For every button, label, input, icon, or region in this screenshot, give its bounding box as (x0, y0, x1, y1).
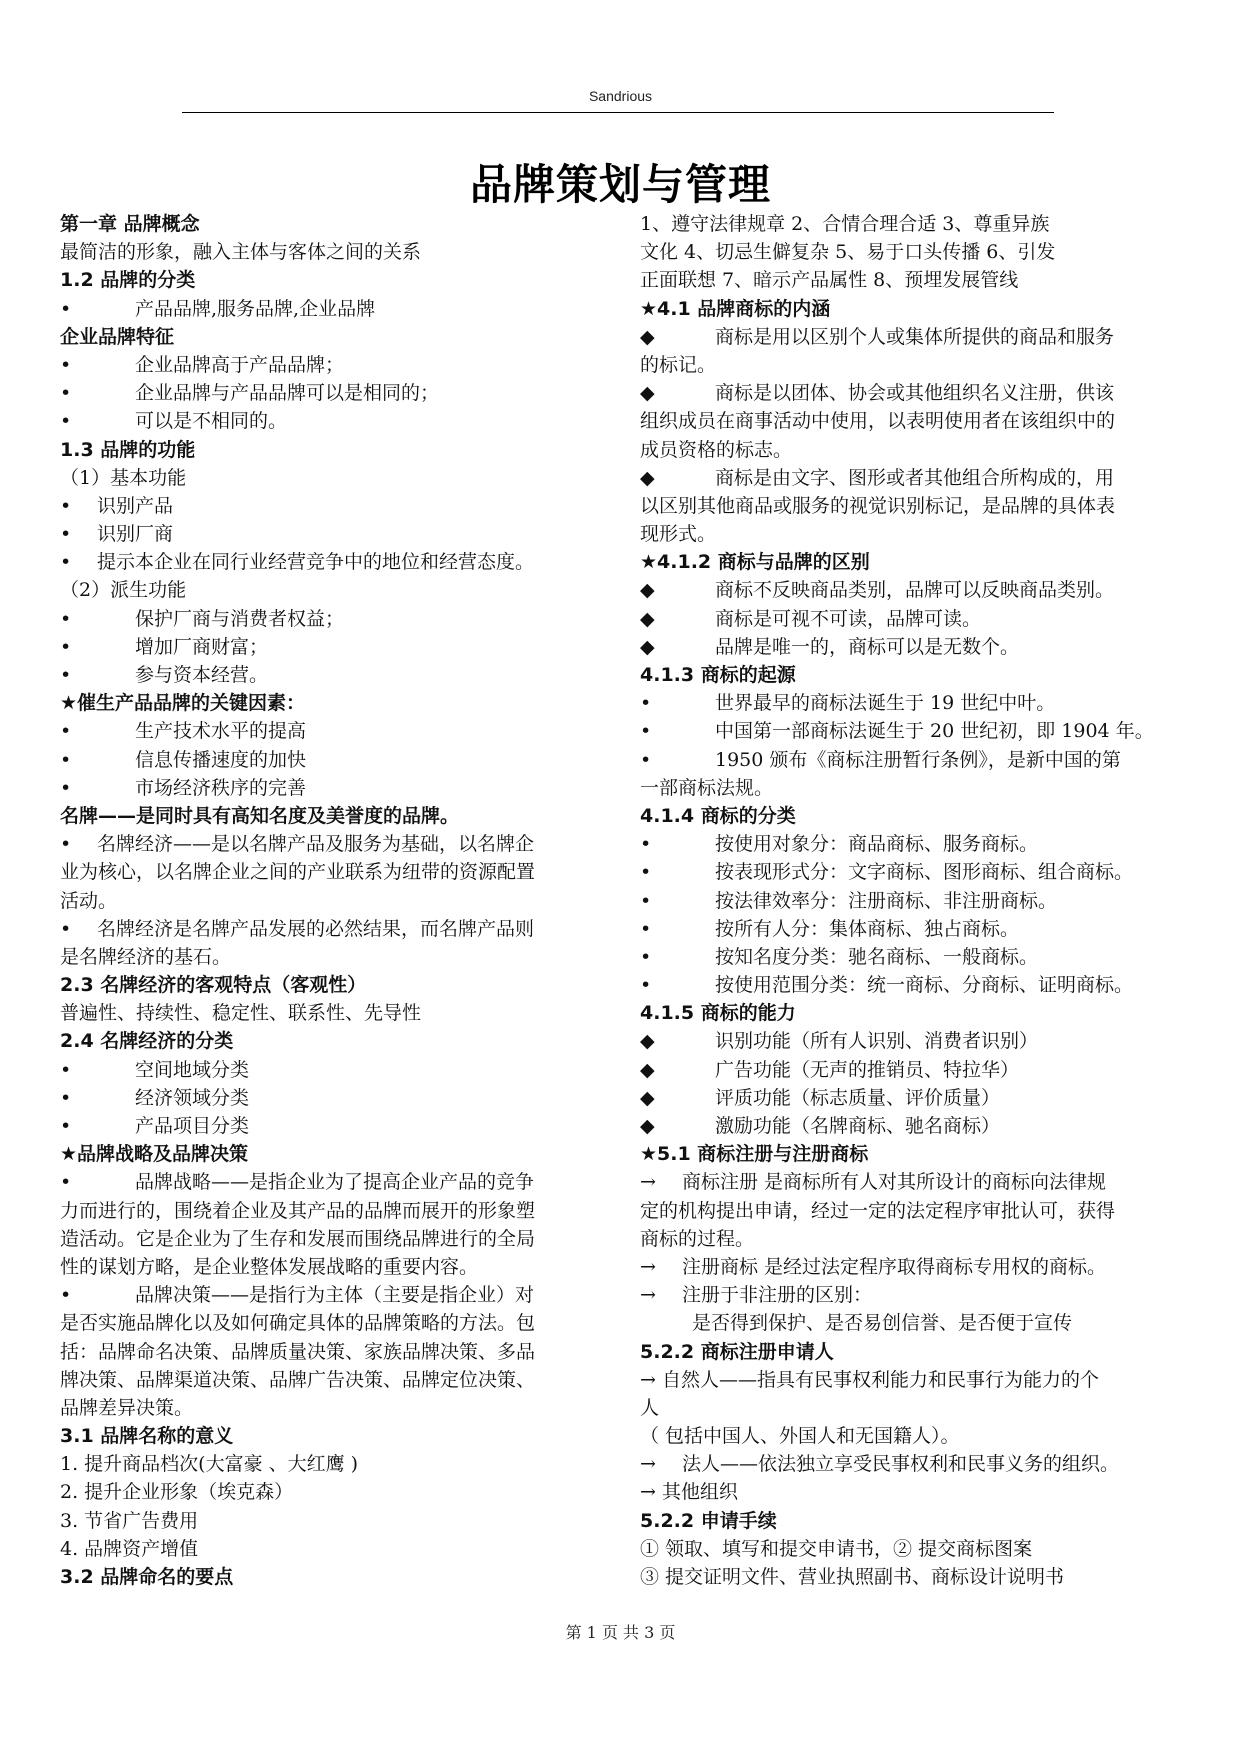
list-item-text: 参与资本经营。 (135, 664, 269, 686)
diamond-bullet-icon: ◆ (640, 635, 655, 658)
text-line: 是否实施品牌化以及如何确定具体的品牌策略的方法。包 (60, 1312, 536, 1335)
list-item (60, 351, 600, 379)
list-item-text: 品牌决策——是指行为主体（主要是指企业）对 (135, 1284, 535, 1307)
text-line: 文化 4、切忌生僻复杂 5、易于口头传播 6、引发 (640, 241, 1056, 264)
list-item-text: 商标是用以区别个人或集体所提供的商品和服务 (715, 325, 1115, 348)
text-line: 的标记。 (640, 353, 717, 376)
text-line: 定的机构提出申请，经过一定的法定程序审批认可，获得 (640, 1199, 1116, 1222)
list-item (640, 830, 1188, 858)
list-item (640, 887, 1188, 915)
bullet-icon: • (60, 917, 72, 940)
list-item (640, 576, 1188, 604)
bullet-icon: • (60, 776, 72, 799)
list-item-text: 品牌战略——是指企业为了提高企业产品的竞争 (135, 1171, 535, 1194)
bullet-icon: • (60, 494, 72, 517)
section-heading: 5.2.2 商标注册申请人 (640, 1340, 834, 1363)
text-line: 是否得到保护、是否易创信誉、是否便于宣传 (692, 1312, 1073, 1335)
list-item (640, 1253, 1188, 1281)
text-line: 性的谋划方略，是企业整体发展战略的重要内容。 (60, 1255, 479, 1278)
left-column (60, 210, 600, 1591)
section-heading: 4.1.4 商标的分类 (640, 804, 796, 827)
bullet-icon: • (60, 1086, 72, 1109)
list-item (640, 858, 1188, 886)
list-item (640, 943, 1188, 971)
list-item (640, 323, 1188, 351)
list-item (60, 633, 600, 661)
text-line: 是名牌经济的基石。 (60, 945, 232, 968)
list-item (640, 717, 1188, 745)
text-line: 1、遵守法律规章 2、合情合理合适 3、尊重异族 (640, 213, 1050, 235)
diamond-bullet-icon: ◆ (640, 1030, 655, 1053)
page-header: Sandrious (588, 88, 653, 104)
section-heading: 3.2 品牌命名的要点 (60, 1566, 234, 1588)
list-item-text: 识别功能（所有人识别、消费者识别） (715, 1030, 1039, 1053)
diamond-bullet-icon: ◆ (640, 579, 655, 602)
list-item-text: 生产技术水平的提高 (135, 720, 307, 743)
text-line: （1）基本功能 (60, 466, 187, 489)
list-item (640, 379, 1188, 407)
list-item-text: 注册商标 是经过法定程序取得商标专用权的商标。 (682, 1255, 1107, 1278)
arrow-bullet-icon: → (640, 1255, 656, 1278)
section-heading: 5.2.2 申请手续 (640, 1509, 777, 1532)
text-line: 2. 提升企业形象（埃克森） (60, 1481, 294, 1504)
list-item (60, 1084, 600, 1112)
header-rule (182, 112, 1054, 113)
bullet-icon: • (60, 607, 72, 630)
list-item (60, 548, 600, 576)
list-item-text: 识别厂商 (97, 523, 174, 546)
page-footer: 第 1 页 共 3 页 (565, 1623, 676, 1642)
list-item-text: 商标是可视不可读，品牌可读。 (715, 607, 982, 630)
bullet-icon: • (60, 1115, 72, 1137)
list-item-text: 空间地域分类 (135, 1058, 250, 1081)
text-line: 3. 节省广告费用 (60, 1509, 199, 1532)
list-item (60, 1112, 600, 1140)
bullet-icon: • (640, 889, 652, 912)
text-line: 以区别其他商品或服务的视觉识别标记，是品牌的具体表 (640, 494, 1116, 517)
list-item-text: 企业品牌与产品品牌可以是相同的； (135, 382, 440, 405)
bullet-icon: • (60, 748, 72, 771)
bullet-icon: • (60, 382, 72, 405)
bullet-icon: • (640, 748, 652, 771)
list-item (60, 1281, 600, 1309)
list-item-text: 市场经济秩序的完善 (135, 776, 307, 799)
text-line: 普遍性、持续性、稳定性、联系性、先导性 (60, 1002, 422, 1025)
bullet-icon: • (60, 1284, 72, 1307)
text-line: 造活动。它是企业为了生存和发展而围绕品牌进行的全局 (60, 1227, 536, 1250)
list-item-text: 按表现形式分：文字商标、图形商标、组合商标。 (715, 861, 1134, 884)
list-item-text: 中国第一部商标法诞生于 20 世纪初，即 1904 年。 (715, 720, 1154, 743)
bullet-icon: • (640, 833, 652, 856)
bullet-icon: • (60, 353, 72, 376)
list-item (60, 1056, 600, 1084)
bullet-icon: • (60, 635, 72, 658)
section-heading: 4.1.5 商标的能力 (640, 1002, 796, 1025)
text-line: 括：品牌命名决策、品牌质量决策、家族品牌决策、多品 (60, 1340, 536, 1363)
list-item-text: 名牌经济——是以名牌产品及服务为基础，以名牌企 (97, 833, 535, 856)
section-heading: 名牌——是同时具有高知名度及美誉度的品牌。 (60, 804, 460, 827)
list-item-text: 1950 颁布《商标注册暂行条例》，是新中国的第 (715, 748, 1121, 771)
list-item (640, 1281, 1188, 1309)
list-item (60, 605, 600, 633)
list-item-text: 信息传播速度的加快 (135, 748, 307, 771)
list-item-text: 激励功能（名牌商标、驰名商标） (715, 1115, 1001, 1137)
list-item-text: 按知名度分类：驰名商标、一般商标。 (715, 945, 1039, 968)
section-heading: 第一章 品牌概念 (60, 213, 200, 235)
text-line: 力而进行的，围绕着企业及其产品的品牌而展开的形象塑 (60, 1199, 536, 1222)
list-item (60, 407, 600, 435)
diamond-bullet-icon: ◆ (640, 607, 655, 630)
section-heading: 2.4 名牌经济的分类 (60, 1030, 234, 1053)
text-line: 最简洁的形象，融入主体与客体之间的关系 (60, 241, 422, 264)
diamond-bullet-icon: ◆ (640, 1058, 655, 1081)
list-item (60, 717, 600, 745)
list-item (60, 774, 600, 802)
list-item (60, 379, 600, 407)
bullet-icon: • (640, 945, 652, 968)
list-item-text: 提示本企业在同行业经营竞争中的地位和经营态度。 (97, 551, 535, 574)
arrow-bullet-icon: → (640, 1284, 656, 1307)
list-item (640, 971, 1188, 999)
section-heading: 4.1.3 商标的起源 (640, 664, 796, 686)
list-item (640, 1056, 1188, 1084)
list-item-text: 评质功能（标志质量、评价质量） (715, 1086, 1001, 1109)
list-item (640, 1168, 1188, 1196)
arrow-bullet-icon: → (640, 1171, 656, 1194)
bullet-icon: • (60, 410, 72, 433)
text-line: （ 包括中国人、外国人和无国籍人）。 (640, 1425, 960, 1448)
list-item (640, 605, 1188, 633)
section-heading: ★催生产品品牌的关键因素： (60, 692, 306, 715)
diamond-bullet-icon: ◆ (640, 1086, 655, 1109)
diamond-bullet-icon: ◆ (640, 382, 655, 405)
list-item-text: 产品品牌,服务品牌,企业品牌 (135, 297, 376, 320)
list-item-text: 保护厂商与消费者权益； (135, 607, 345, 630)
section-heading: 1.3 品牌的功能 (60, 438, 196, 461)
list-item (60, 492, 600, 520)
text-line: 成员资格的标志。 (640, 438, 793, 461)
list-item (60, 661, 600, 689)
list-item-text: 按法律效率分：注册商标、非注册商标。 (715, 889, 1058, 912)
bullet-icon: • (640, 974, 652, 997)
list-item (640, 915, 1188, 943)
list-item (60, 915, 600, 943)
list-item-text: 商标是由文字、图形或者其他组合所构成的，用 (715, 466, 1115, 489)
list-item-text: 世界最早的商标法诞生于 19 世纪中叶。 (715, 692, 1056, 715)
list-item-text: 可以是不相同的。 (135, 410, 288, 433)
bullet-icon: • (60, 720, 72, 743)
list-item-text: 识别产品 (97, 494, 174, 517)
text-line: 商标的过程。 (640, 1227, 755, 1250)
list-item (60, 746, 600, 774)
text-line: 1. 提升商品档次(大富豪 、大红鹰 ) (60, 1453, 359, 1476)
text-line: 品牌差异决策。 (60, 1396, 194, 1419)
list-item (640, 1084, 1188, 1112)
list-item-text: 经济领域分类 (135, 1086, 250, 1109)
text-line: ① 领取、填写和提交申请书，② 提交商标图案 (640, 1537, 1033, 1560)
list-item (640, 633, 1188, 661)
bullet-icon: • (60, 664, 72, 686)
list-item (640, 1112, 1188, 1140)
text-line: 牌决策、品牌渠道决策、品牌广告决策、品牌定位决策、 (60, 1368, 536, 1391)
arrow-bullet-icon: → (640, 1453, 656, 1476)
list-item-text: 名牌经济是名牌产品发展的必然结果，而名牌产品则 (97, 917, 535, 940)
list-item (640, 1027, 1188, 1055)
text-line: （2）派生功能 (60, 579, 187, 602)
list-item-text: 商标注册 是商标所有人对其所设计的商标向法律规 (682, 1171, 1107, 1194)
bullet-icon: • (60, 523, 72, 546)
bullet-icon: • (640, 720, 652, 743)
bullet-icon: • (640, 917, 652, 940)
section-heading: 1.2 品牌的分类 (60, 269, 196, 292)
list-item (60, 520, 600, 548)
document-title: 品牌策划与管理 (469, 160, 771, 209)
bullet-icon: • (640, 861, 652, 884)
list-item-text: 按使用对象分：商品商标、服务商标。 (715, 833, 1039, 856)
section-heading: ★品牌战略及品牌决策 (60, 1143, 249, 1166)
list-item (60, 295, 600, 323)
bullet-icon: • (60, 551, 72, 574)
list-item-text: 商标是以团体、协会或其他组织名义注册，供该 (715, 382, 1115, 405)
list-item-text: 企业品牌高于产品品牌； (135, 353, 345, 376)
section-heading: ★4.1.2 商标与品牌的区别 (640, 551, 870, 574)
list-item (640, 464, 1188, 492)
text-line: 正面联想 7、暗示产品属性 8、预埋发展管线 (640, 269, 1019, 292)
list-item (60, 830, 600, 858)
text-line: 活动。 (60, 889, 118, 912)
right-column (640, 210, 1188, 1591)
list-item (60, 1168, 600, 1196)
list-item-text: 商标不反映商品类别，品牌可以反映商品类别。 (715, 579, 1115, 602)
text-line: 4. 品牌资产增值 (60, 1537, 199, 1560)
list-item-text: 品牌是唯一的，商标可以是无数个。 (715, 635, 1020, 658)
bullet-icon: • (640, 692, 652, 715)
list-item-text: 产品项目分类 (135, 1115, 250, 1137)
section-heading: ★4.1 品牌商标的内涵 (640, 297, 831, 320)
text-line: → 其他组织 (640, 1481, 738, 1504)
text-line: ③ 提交证明文件、营业执照副书、商标设计说明书 (640, 1566, 1065, 1588)
bullet-icon: • (60, 833, 72, 856)
section-heading: 3.1 品牌名称的意义 (60, 1425, 234, 1448)
list-item-text: 按使用范围分类：统一商标、分商标、证明商标。 (715, 974, 1134, 997)
list-item-text: 注册于非注册的区别： (682, 1284, 873, 1307)
bullet-icon: • (60, 1171, 72, 1194)
section-heading: 企业品牌特征 (60, 325, 175, 348)
list-item-text: 法人——依法独立享受民事权利和民事义务的组织。 (682, 1453, 1120, 1476)
list-item-text: 按所有人分：集体商标、独占商标。 (715, 917, 1020, 940)
diamond-bullet-icon: ◆ (640, 325, 655, 348)
text-line: 现形式。 (640, 523, 717, 546)
list-item (640, 746, 1188, 774)
section-heading: ★5.1 商标注册与注册商标 (640, 1143, 869, 1166)
text-line: 业为核心，以名牌企业之间的产业联系为纽带的资源配置 (60, 861, 536, 884)
diamond-bullet-icon: ◆ (640, 466, 655, 489)
text-line: 一部商标法规。 (640, 776, 774, 799)
text-line: → 自然人——指具有民事权利能力和民事行为能力的个 (640, 1368, 1099, 1391)
list-item-text: 增加厂商财富； (135, 635, 269, 658)
bullet-icon: • (60, 1058, 72, 1081)
list-item-text: 广告功能（无声的推销员、特拉华） (715, 1058, 1020, 1081)
text-line: 组织成员在商事活动中使用，以表明使用者在该组织中的 (640, 410, 1116, 433)
bullet-icon: • (60, 297, 72, 320)
diamond-bullet-icon: ◆ (640, 1115, 655, 1137)
list-item (640, 1450, 1188, 1478)
section-heading: 2.3 名牌经济的客观特点（客观性） (60, 974, 367, 997)
text-line: 人 (640, 1396, 660, 1419)
list-item (640, 689, 1188, 717)
